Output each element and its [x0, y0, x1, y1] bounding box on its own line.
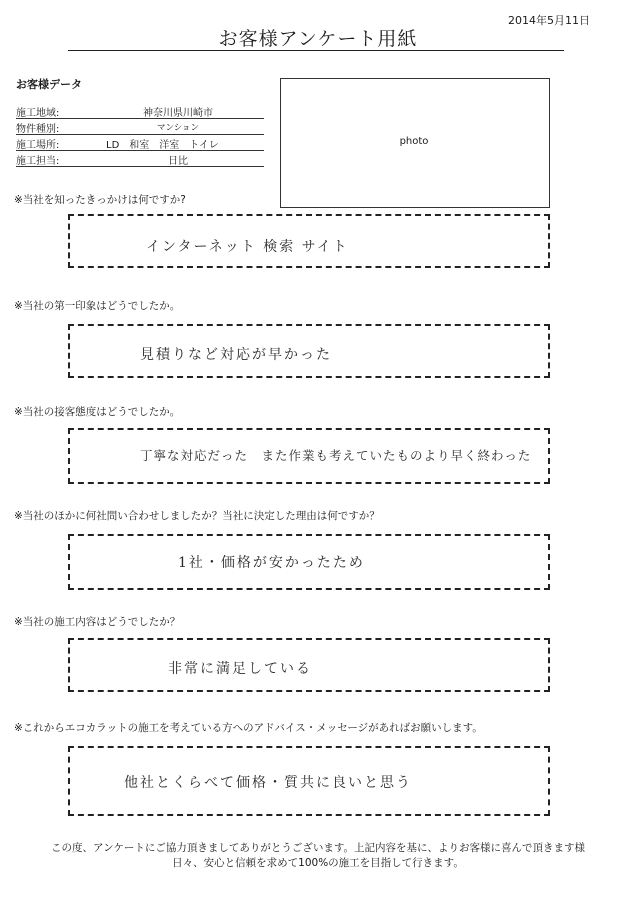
survey-date: 2014年5月11日	[508, 14, 590, 27]
info-row-location	[16, 135, 264, 151]
info-label: 物件種別:	[16, 124, 60, 135]
info-row-property-type	[16, 119, 264, 135]
customer-data-heading: お客様データ	[16, 78, 82, 91]
info-label: 施工地域:	[16, 108, 60, 119]
answer-box-1	[68, 214, 550, 268]
answer-box-4	[68, 534, 550, 590]
photo-label: photo	[399, 136, 429, 147]
answer-1: インターネット 検索 サイト	[146, 239, 349, 255]
answer-4: 1社・価格が安かったため	[178, 555, 365, 571]
question-2: ※当社の第一印象はどうでしたか。	[14, 300, 181, 312]
answer-5: 非常に満足している	[168, 661, 312, 677]
info-label: 施工場所:	[16, 140, 60, 151]
answer-6: 他社とくらべて価格・質共に良いと思う	[124, 775, 412, 791]
info-value: 日比	[168, 156, 188, 167]
info-value: 神奈川県川崎市	[143, 108, 213, 119]
answer-3: 丁寧な対応だった また作業も考えていたものより早く終わった	[140, 448, 532, 463]
page-title: お客様アンケート用紙	[218, 28, 418, 50]
question-1: ※当社を知ったきっかけは何ですか?	[14, 194, 186, 206]
question-4: ※当社のほかに何社問い合わせしましたか？当社に決定した理由は何ですか？	[14, 510, 380, 522]
customer-info-table	[16, 103, 264, 167]
title-underline	[68, 50, 564, 51]
footer-line-2: 日々、安心と信頼を求めて100%の施工を目指して行きます。	[172, 857, 464, 869]
question-6: ※これからエコカラットの施工を考えている方へのアドバイス・メッセージがあればお願いします。	[14, 722, 483, 734]
answer-box-3	[68, 428, 550, 484]
answer-2: 見積りなど対応が早かった	[140, 347, 332, 363]
answer-box-2	[68, 324, 550, 378]
question-5: ※当社の施工内容はどうでしたか？	[14, 616, 181, 628]
answer-box-6	[68, 746, 550, 816]
info-value: マンション	[156, 123, 200, 133]
footer-line-1: この度、アンケートにご協力頂きましてありがとうございます。上記内容を基に、よりお客様に喜んで頂きます様	[50, 842, 586, 854]
info-label: 施工担当:	[16, 156, 60, 167]
answer-box-5	[68, 638, 550, 692]
info-value: LD 和室 洋室 トイレ	[106, 140, 219, 151]
info-row-area	[16, 103, 264, 119]
info-row-staff	[16, 151, 264, 167]
question-3: ※当社の接客態度はどうでしたか。	[14, 406, 181, 418]
